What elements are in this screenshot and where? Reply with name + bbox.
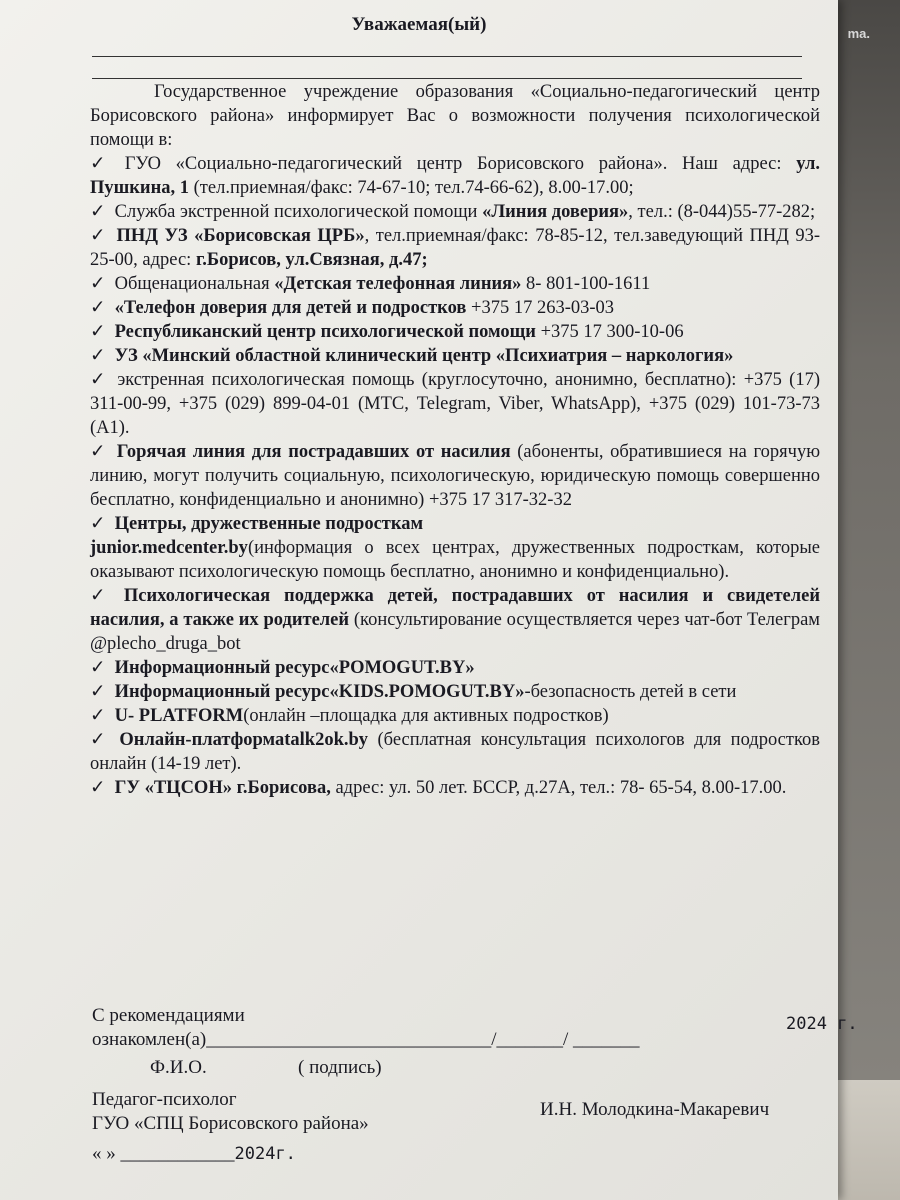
resource-item — [90, 320, 820, 344]
date-blank: ____________ — [120, 1143, 235, 1164]
check-icon: ✓ — [90, 154, 106, 174]
resource-item — [90, 224, 820, 272]
item-text: Общенациональная — [114, 274, 275, 294]
resource-item — [90, 200, 820, 224]
item-bold-text: «Линия доверия» — [482, 202, 629, 222]
item-bold-text: Горячая линия для пострадавших от насилия — [116, 442, 511, 462]
item-bold-text: г.Борисов, ул.Связная, д.47; — [195, 250, 428, 270]
date-quotes: « » — [92, 1143, 116, 1164]
item-bold-text: Информационный ресурс«KIDS.POMOGUT.BY» — [114, 682, 525, 702]
item-text: (онлайн –площадка для активных подростков) — [243, 706, 609, 726]
item-bold-text: «Детская телефонная линия» — [274, 274, 522, 294]
date-year: 2024г. — [234, 1144, 296, 1164]
check-icon: ✓ — [90, 658, 106, 678]
resource-item — [90, 344, 820, 368]
item-bold-text: Онлайн-платформаtalk2ok.by — [119, 730, 369, 750]
ack-line: ознакомлен(а)______________________________/_______/ _______ — [92, 1029, 640, 1050]
item-text: , тел.: (8-044)55-77-282; — [628, 202, 816, 222]
date-field — [92, 1142, 296, 1166]
background-brand-text: ma. — [847, 26, 870, 41]
blank-line — [92, 78, 802, 79]
resource-item — [90, 536, 820, 584]
resource-item — [90, 152, 820, 200]
item-text: +375 17 300-10-06 — [535, 322, 684, 342]
item-bold-text: ул. Пушкина, 1 — [90, 154, 820, 198]
item-text: +375 17 263-03-03 — [466, 298, 615, 318]
item-text: адрес: ул. 50 лет. БССР, д.27А, тел.: 78- 65-54, 8.00-17.00. — [330, 778, 787, 798]
check-icon: ✓ — [90, 226, 106, 246]
item-text: (абоненты, обратившиеся на горячую линию, могут получить социальную, психологическую, юридическую помощь совершенно бесплатно, конфиденциально и анонимно) +375 17 317-32-32 — [90, 442, 821, 510]
resource-item — [90, 512, 820, 536]
item-bold-text: Центры, дружественные подросткам — [114, 514, 424, 534]
psychologist-position: Педагог-психолог — [92, 1089, 237, 1110]
check-icon: ✓ — [90, 778, 106, 798]
check-icon: ✓ — [90, 514, 106, 534]
ack-label: С рекомендациями — [92, 1005, 245, 1026]
resource-item — [90, 440, 820, 512]
organization-name: ГУО «СПЦ Борисовского района» — [92, 1113, 369, 1134]
resource-item — [90, 296, 820, 320]
check-icon: ✓ — [90, 730, 106, 750]
item-bold-text: Психологическая поддержка детей, пострадавших от насилия и свидетелей насилия, а также их родителей — [90, 586, 821, 630]
item-text: (консультирование осуществляется через чат-бот Телеграм @plecho_druga_bot — [90, 610, 820, 654]
check-icon: ✓ — [90, 442, 106, 462]
resource-item — [90, 776, 820, 800]
item-text: ГУО «Социально-педагогический центр Борисовского района». Наш адрес: — [124, 154, 797, 174]
item-text: Служба экстренной психологической помощи — [114, 202, 483, 222]
check-icon: ✓ — [90, 706, 106, 726]
resource-list — [90, 152, 820, 800]
resource-item — [90, 704, 820, 728]
blank-line — [92, 56, 802, 57]
item-bold-text: УЗ «Минский областной клинический центр «Психиатрия – наркология» — [114, 346, 734, 366]
item-bold-text: «Телефон доверия для детей и подростков — [114, 298, 467, 318]
intro-paragraph: Государственное учреждение образования «Социально-педагогический центр Борисовского района» информирует Вас о возможности получения психологической помощи в: — [90, 82, 820, 150]
check-icon: ✓ — [90, 322, 106, 342]
resource-item — [90, 728, 820, 776]
item-bold-text: Республиканский центр психологической помощи — [114, 322, 536, 342]
psychologist-name: И.Н. Молодкина-Макаревич — [540, 1099, 770, 1120]
item-text: (тел.приемная/факс: 74-67-10; тел.74-66-62), 8.00-17.00; — [189, 178, 634, 198]
item-text: (информация о всех центрах, дружественных подросткам, которые оказывают психологическую помощь бесплатно, анонимно и конфиденциально). — [90, 538, 820, 582]
ack-year: 2024 г. — [786, 1014, 858, 1034]
item-bold-text: U- PLATFORM — [114, 706, 244, 726]
item-text: (бесплатная консультация психологов для подростков онлайн (14-19 лет). — [90, 730, 820, 774]
item-text: , тел.приемная/факс: 78-85-12, тел.заведующий ПНД 93-25-00, адрес: — [90, 226, 820, 270]
resource-item — [90, 272, 820, 296]
item-bold-text: Информационный ресурс«POMOGUT.BY» — [114, 658, 475, 678]
signature-caption: ( подпись) — [298, 1057, 382, 1078]
item-bold-text: junior.medcenter.by — [90, 538, 248, 558]
item-bold-text: ПНД УЗ «Борисовская ЦРБ» — [116, 226, 365, 246]
item-bold-text: ГУ «ТЦСОН» г.Борисова, — [114, 778, 331, 798]
item-text: -безопасность детей в сети — [524, 682, 737, 702]
resource-item — [90, 656, 820, 680]
document-title: Уважаемая(ый) — [351, 14, 487, 35]
check-icon: ✓ — [90, 682, 106, 702]
check-icon: ✓ — [90, 274, 106, 294]
item-text: 8- 801-100-1611 — [521, 274, 651, 294]
check-icon: ✓ — [90, 202, 106, 222]
resource-item — [90, 368, 820, 440]
fio-caption: Ф.И.О. — [150, 1057, 207, 1078]
item-text: экстренная психологическая помощь (круглосуточно, анонимно, бесплатно): +375 (17) 311-00-99, +375 (029) 899-04-01 (МТС, Telegram, Viber, WhatsApp), +375 (029) 101-73-73 (А1). — [90, 370, 820, 438]
resource-item — [90, 680, 820, 704]
check-icon: ✓ — [90, 370, 106, 390]
check-icon: ✓ — [90, 298, 106, 318]
check-icon: ✓ — [90, 346, 106, 366]
check-icon: ✓ — [90, 586, 106, 606]
document-body — [90, 80, 820, 800]
resource-item — [90, 584, 820, 656]
